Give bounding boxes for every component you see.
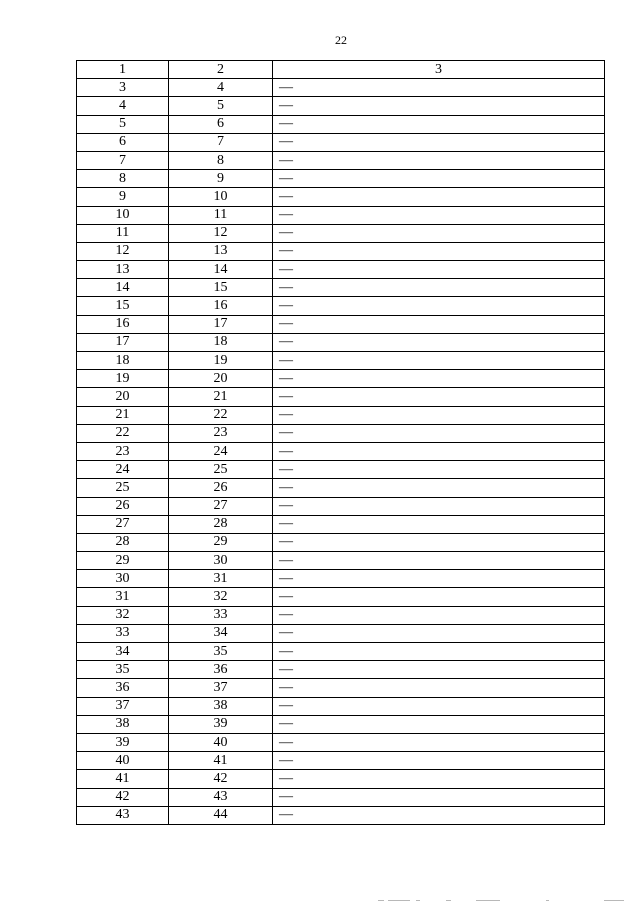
- table-cell-col-3: —: [273, 624, 605, 642]
- table-cell-col-1: 26: [77, 497, 169, 515]
- table-cell-col-2: 34: [169, 624, 273, 642]
- table-cell-col-1: 30: [77, 570, 169, 588]
- table-cell-col-1: 37: [77, 697, 169, 715]
- table-row: [77, 570, 605, 588]
- table-cell-col-2: 4: [169, 79, 273, 97]
- table-cell-col-2: 37: [169, 679, 273, 697]
- table-cell-col-1: 11: [77, 224, 169, 242]
- table-cell-col-2: 27: [169, 497, 273, 515]
- data-table: [76, 60, 605, 825]
- table-cell-col-3: —: [273, 570, 605, 588]
- table-row: [77, 352, 605, 370]
- table-cell-col-3: —: [273, 643, 605, 661]
- table-cell-col-2: 13: [169, 242, 273, 260]
- table-cell-col-3: —: [273, 206, 605, 224]
- table-cell-col-3: —: [273, 588, 605, 606]
- table-row: [77, 606, 605, 624]
- table-cell-col-3: —: [273, 606, 605, 624]
- table-body: [77, 79, 605, 825]
- table-row: [77, 679, 605, 697]
- table-cell-col-3: —: [273, 552, 605, 570]
- table-cell-col-1: 39: [77, 733, 169, 751]
- table-cell-col-2: 16: [169, 297, 273, 315]
- table-cell-col-3: —: [273, 333, 605, 351]
- table-cell-col-3: —: [273, 442, 605, 460]
- table-cell-col-3: —: [273, 188, 605, 206]
- table-cell-col-2: 20: [169, 370, 273, 388]
- table-row: [77, 661, 605, 679]
- table-cell-col-1: 22: [77, 424, 169, 442]
- table-cell-col-3: —: [273, 770, 605, 788]
- table-row: [77, 388, 605, 406]
- table-cell-col-3: —: [273, 461, 605, 479]
- table-row: [77, 261, 605, 279]
- table-cell-col-1: 18: [77, 352, 169, 370]
- table-cell-col-1: 7: [77, 151, 169, 169]
- table-row: [77, 406, 605, 424]
- table-cell-col-3: —: [273, 97, 605, 115]
- table-cell-col-2: 24: [169, 442, 273, 460]
- table-cell-col-1: 33: [77, 624, 169, 642]
- table-cell-col-1: 23: [77, 442, 169, 460]
- table-cell-col-2: 15: [169, 279, 273, 297]
- table-cell-col-3: —: [273, 370, 605, 388]
- table-cell-col-2: 33: [169, 606, 273, 624]
- table-cell-col-1: 14: [77, 279, 169, 297]
- table-cell-col-3: —: [273, 515, 605, 533]
- table-cell-col-1: 32: [77, 606, 169, 624]
- table-cell-col-2: 14: [169, 261, 273, 279]
- table-row: [77, 533, 605, 551]
- table-row: [77, 79, 605, 97]
- table-row: [77, 624, 605, 642]
- table-cell-col-2: 35: [169, 643, 273, 661]
- table-row: [77, 497, 605, 515]
- table-cell-col-3: —: [273, 479, 605, 497]
- table-cell-col-1: 36: [77, 679, 169, 697]
- table-cell-col-3: —: [273, 679, 605, 697]
- table-cell-col-1: 8: [77, 170, 169, 188]
- table-row: [77, 806, 605, 824]
- table-cell-col-3: —: [273, 733, 605, 751]
- table-cell-col-2: 11: [169, 206, 273, 224]
- table-cell-col-1: 43: [77, 806, 169, 824]
- table-cell-col-2: 43: [169, 788, 273, 806]
- table-cell-col-1: 17: [77, 333, 169, 351]
- table-row: [77, 315, 605, 333]
- table-row: [77, 515, 605, 533]
- table-cell-col-2: 21: [169, 388, 273, 406]
- table-cell-col-1: 9: [77, 188, 169, 206]
- table-cell-col-3: —: [273, 352, 605, 370]
- header-row: [77, 61, 605, 79]
- table-cell-col-1: 16: [77, 315, 169, 333]
- table-cell-col-3: —: [273, 661, 605, 679]
- table-row: [77, 133, 605, 151]
- table-row: [77, 752, 605, 770]
- table-cell-col-1: 20: [77, 388, 169, 406]
- table-cell-col-2: 17: [169, 315, 273, 333]
- table-cell-col-1: 4: [77, 97, 169, 115]
- table-row: [77, 442, 605, 460]
- table-cell-col-1: 27: [77, 515, 169, 533]
- page-number: 22: [335, 33, 347, 47]
- table-cell-col-2: 30: [169, 552, 273, 570]
- table-row: [77, 424, 605, 442]
- table-cell-col-2: 28: [169, 515, 273, 533]
- table-cell-col-2: 29: [169, 533, 273, 551]
- table-cell-col-3: —: [273, 406, 605, 424]
- table-cell-col-2: 18: [169, 333, 273, 351]
- table-cell-col-1: 12: [77, 242, 169, 260]
- table-row: [77, 461, 605, 479]
- table-cell-col-3: —: [273, 279, 605, 297]
- table-cell-col-2: 42: [169, 770, 273, 788]
- table-cell-col-3: —: [273, 752, 605, 770]
- table-cell-col-3: —: [273, 170, 605, 188]
- table-cell-col-2: 44: [169, 806, 273, 824]
- table-cell-col-1: 28: [77, 533, 169, 551]
- table-cell-col-3: —: [273, 151, 605, 169]
- table-cell-col-1: 24: [77, 461, 169, 479]
- table-cell-col-2: 31: [169, 570, 273, 588]
- table-cell-col-1: 13: [77, 261, 169, 279]
- table-cell-col-2: 23: [169, 424, 273, 442]
- table-cell-col-1: 34: [77, 643, 169, 661]
- table-cell-col-1: 31: [77, 588, 169, 606]
- table-cell-col-2: 6: [169, 115, 273, 133]
- table-cell-col-1: 6: [77, 133, 169, 151]
- table-cell-col-1: 35: [77, 661, 169, 679]
- table-row: [77, 643, 605, 661]
- table-row: [77, 770, 605, 788]
- table-cell-col-3: —: [273, 261, 605, 279]
- table-cell-col-3: —: [273, 788, 605, 806]
- table-cell-col-1: 38: [77, 715, 169, 733]
- table-cell-col-1: 42: [77, 788, 169, 806]
- table-row: [77, 370, 605, 388]
- table-row: [77, 333, 605, 351]
- table-row: [77, 170, 605, 188]
- table-cell-col-3: —: [273, 806, 605, 824]
- scan-artifact-marks: [372, 899, 632, 903]
- table-cell-col-3: —: [273, 315, 605, 333]
- table-row: [77, 206, 605, 224]
- table-cell-col-3: —: [273, 133, 605, 151]
- table-row: [77, 715, 605, 733]
- table-cell-col-2: 5: [169, 97, 273, 115]
- table-cell-col-1: 41: [77, 770, 169, 788]
- table-cell-col-3: —: [273, 697, 605, 715]
- column-header-1: 1: [77, 61, 169, 79]
- table-cell-col-2: 7: [169, 133, 273, 151]
- table-cell-col-3: —: [273, 533, 605, 551]
- table-cell-col-3: —: [273, 497, 605, 515]
- table-cell-col-2: 41: [169, 752, 273, 770]
- table-header: [77, 61, 605, 79]
- column-header-2: 2: [169, 61, 273, 79]
- table-cell-col-3: —: [273, 115, 605, 133]
- table-cell-col-2: 39: [169, 715, 273, 733]
- table-cell-col-2: 32: [169, 588, 273, 606]
- table-cell-col-2: 12: [169, 224, 273, 242]
- table-cell-col-2: 19: [169, 352, 273, 370]
- table-row: [77, 224, 605, 242]
- table-cell-col-1: 21: [77, 406, 169, 424]
- table-row: [77, 242, 605, 260]
- table-cell-col-1: 40: [77, 752, 169, 770]
- table-row: [77, 151, 605, 169]
- table-cell-col-2: 8: [169, 151, 273, 169]
- table-row: [77, 279, 605, 297]
- table-cell-col-3: —: [273, 388, 605, 406]
- table-cell-col-3: —: [273, 715, 605, 733]
- table-row: [77, 188, 605, 206]
- table-cell-col-2: 10: [169, 188, 273, 206]
- table-cell-col-2: 38: [169, 697, 273, 715]
- table-row: [77, 479, 605, 497]
- column-header-3: 3: [273, 61, 605, 79]
- table-cell-col-2: 25: [169, 461, 273, 479]
- table-cell-col-1: 29: [77, 552, 169, 570]
- table-cell-col-3: —: [273, 297, 605, 315]
- table-cell-col-1: 15: [77, 297, 169, 315]
- table-cell-col-2: 26: [169, 479, 273, 497]
- table-row: [77, 788, 605, 806]
- table-cell-col-3: —: [273, 424, 605, 442]
- table-row: [77, 697, 605, 715]
- table-cell-col-3: —: [273, 79, 605, 97]
- table-row: [77, 552, 605, 570]
- table-cell-col-1: 5: [77, 115, 169, 133]
- table-cell-col-1: 3: [77, 79, 169, 97]
- table-row: [77, 115, 605, 133]
- table-cell-col-1: 19: [77, 370, 169, 388]
- table-cell-col-2: 40: [169, 733, 273, 751]
- table-row: [77, 733, 605, 751]
- table-cell-col-1: 25: [77, 479, 169, 497]
- table-row: [77, 97, 605, 115]
- table-cell-col-2: 22: [169, 406, 273, 424]
- table-cell-col-2: 9: [169, 170, 273, 188]
- table-cell-col-2: 36: [169, 661, 273, 679]
- table-row: [77, 588, 605, 606]
- table-cell-col-3: —: [273, 224, 605, 242]
- table-cell-col-3: —: [273, 242, 605, 260]
- table-row: [77, 297, 605, 315]
- table-cell-col-1: 10: [77, 206, 169, 224]
